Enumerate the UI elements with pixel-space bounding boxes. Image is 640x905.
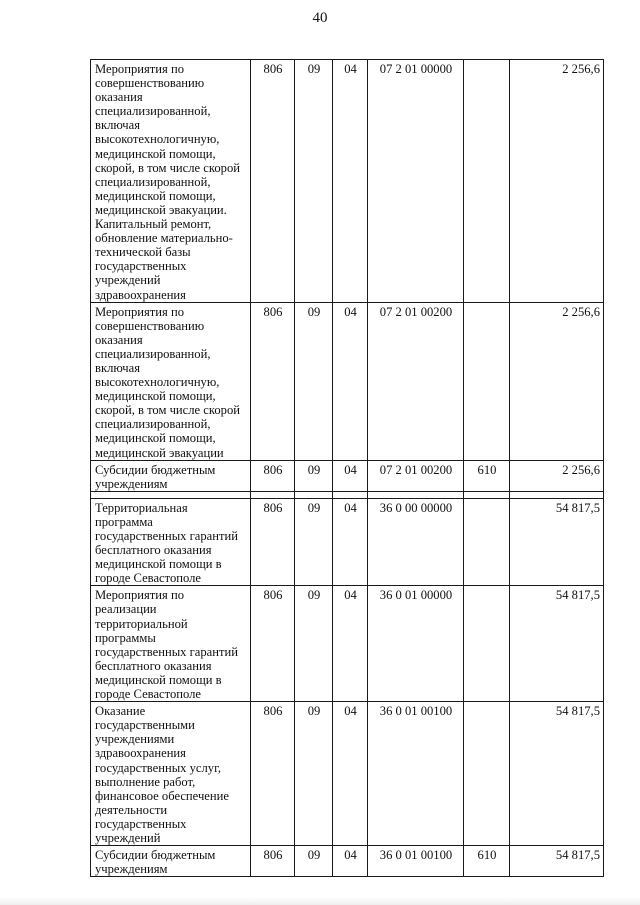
cell-target: 36 0 01 00000 (368, 586, 464, 702)
cell-section: 09 (295, 60, 333, 303)
scan-edge (0, 897, 640, 905)
cell-amount: 2 256,6 (510, 302, 604, 460)
cell-name: Субсидии бюджетным учреждениям (91, 846, 251, 877)
cell-subsection: 04 (333, 460, 368, 491)
cell-amount: 54 817,5 (510, 498, 604, 586)
cell-section: 09 (295, 586, 333, 702)
table-spacer-row (91, 491, 604, 498)
table-row (91, 702, 604, 846)
cell-target: 07 2 01 00200 (368, 460, 464, 491)
cell-section: 09 (295, 702, 333, 846)
cell-target: 36 0 00 00000 (368, 498, 464, 586)
table-row (91, 60, 604, 303)
spacer-cell (91, 491, 251, 498)
cell-target: 07 2 01 00200 (368, 302, 464, 460)
cell-ministry: 806 (251, 846, 295, 877)
spacer-cell (251, 491, 295, 498)
cell-expense-type (464, 498, 510, 586)
table-row (91, 586, 604, 702)
cell-amount: 54 817,5 (510, 586, 604, 702)
cell-section: 09 (295, 498, 333, 586)
cell-section: 09 (295, 302, 333, 460)
budget-table (90, 59, 604, 877)
spacer-cell (295, 491, 333, 498)
cell-name: Субсидии бюджетным учреждениям (91, 460, 251, 491)
cell-ministry: 806 (251, 60, 295, 303)
cell-ministry: 806 (251, 702, 295, 846)
cell-subsection: 04 (333, 302, 368, 460)
cell-subsection: 04 (333, 702, 368, 846)
cell-amount: 54 817,5 (510, 846, 604, 877)
cell-section: 09 (295, 460, 333, 491)
cell-subsection: 04 (333, 846, 368, 877)
cell-subsection: 04 (333, 60, 368, 303)
cell-subsection: 04 (333, 498, 368, 586)
cell-expense-type (464, 60, 510, 303)
cell-target: 36 0 01 00100 (368, 702, 464, 846)
cell-name: Мероприятия по совершенствованию оказания специализированной, включая высокотехнологичную, медицинской помощи, скорой, в том числе скорой специализированной, медицинской помощи, медицинской эвакуации (91, 302, 251, 460)
cell-expense-type (464, 302, 510, 460)
page-number: 40 (312, 10, 328, 26)
cell-target: 07 2 01 00000 (368, 60, 464, 303)
cell-name: Мероприятия по совершенствованию оказания специализированной, включая высокотехнологичную, медицинской помощи, скорой, в том числе скорой специализированной, медицинской помощи, медицинской эвакуации. Капитальный ремонт, обновление материально-технической базы государственных учреждений здравоохранения (91, 60, 251, 303)
cell-expense-type: 610 (464, 846, 510, 877)
cell-name: Мероприятия по реализации территориальной программы государственных гарантий бесплатного оказания медицинской помощи в городе Севастополе (91, 586, 251, 702)
spacer-cell (510, 491, 604, 498)
cell-ministry: 806 (251, 302, 295, 460)
table-row (91, 846, 604, 877)
cell-ministry: 806 (251, 498, 295, 586)
cell-ministry: 806 (251, 460, 295, 491)
cell-subsection: 04 (333, 586, 368, 702)
spacer-cell (333, 491, 368, 498)
cell-expense-type (464, 586, 510, 702)
cell-section: 09 (295, 846, 333, 877)
table-row (91, 498, 604, 586)
cell-expense-type: 610 (464, 460, 510, 491)
table-row (91, 302, 604, 460)
table-row (91, 460, 604, 491)
spacer-cell (464, 491, 510, 498)
cell-amount: 54 817,5 (510, 702, 604, 846)
cell-name: Территориальная программа государственных гарантий бесплатного оказания медицинской помощи в городе Севастополе (91, 498, 251, 586)
cell-ministry: 806 (251, 586, 295, 702)
cell-expense-type (464, 702, 510, 846)
spacer-cell (368, 491, 464, 498)
table-body (91, 60, 604, 877)
cell-amount: 2 256,6 (510, 460, 604, 491)
cell-amount: 2 256,6 (510, 60, 604, 303)
cell-target: 36 0 01 00100 (368, 846, 464, 877)
cell-name: Оказание государственными учреждениями здравоохранения государственных услуг, выполнение работ, финансовое обеспечение деятельности государственных учреждений (91, 702, 251, 846)
